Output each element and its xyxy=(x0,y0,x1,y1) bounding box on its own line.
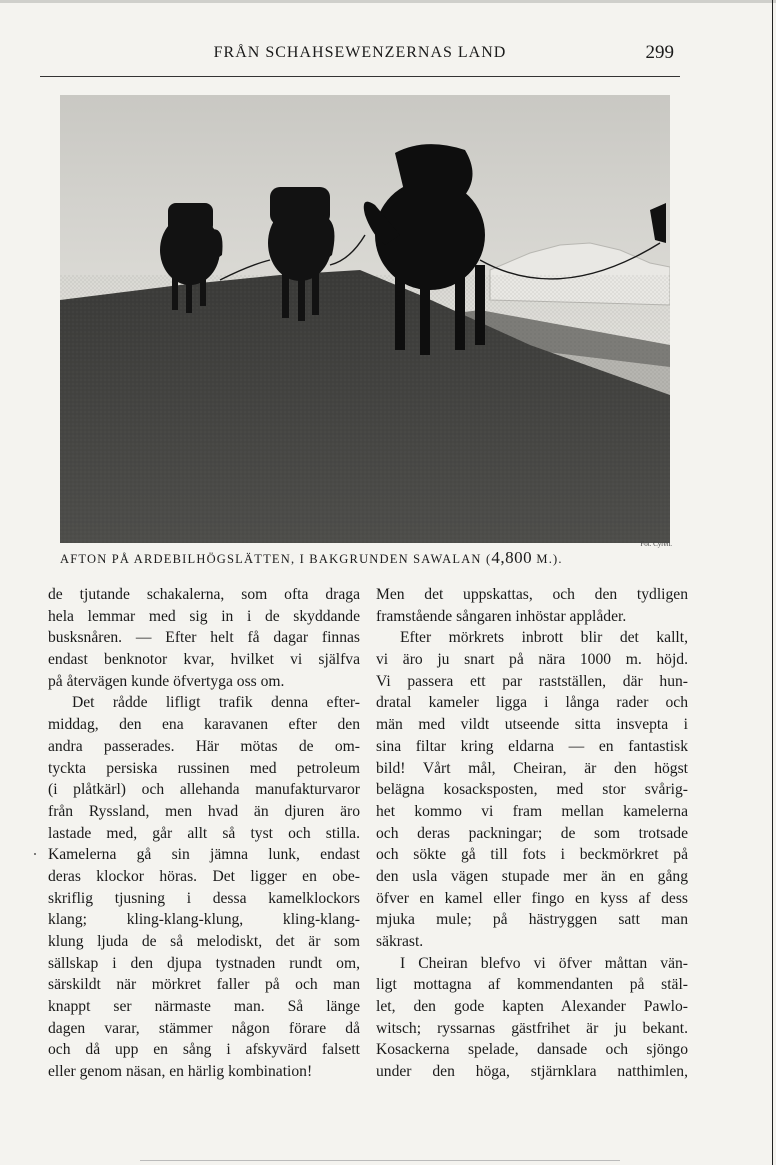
text-line: Men det uppskattas, och den tydligen xyxy=(376,586,688,603)
text-line: mjuka mule; på hästryggen satt man xyxy=(376,911,688,929)
text-line: Kamelerna gå sin jämna lunk, endast xyxy=(48,846,360,864)
text-line: sina filtar kring eldarna — en fantastisk xyxy=(376,737,688,755)
text-line: belägna kosacksposten, med stor svårig- xyxy=(376,781,688,799)
text-line: och sökte gå till fots i beckmörkret på xyxy=(376,846,688,864)
text-line: busksnåren. — Efter helt få dagar finnas xyxy=(48,629,360,647)
text-line: sällskap i den djupa tystnaden rundt om, xyxy=(48,954,360,972)
text-line: andra passerades. Här mötas de om- xyxy=(48,737,360,755)
text-line: klang; kling-klang-klung, kling-klang- xyxy=(48,911,360,929)
text-line: särskildt när mörkret faller på och man xyxy=(48,976,360,994)
text-line: och då upp en sång i afskyvärd falsett xyxy=(48,1041,360,1059)
text-line: under den höga, stjärnklara natthimlen, xyxy=(376,1063,688,1081)
text-line: middag, den ena karavanen efter den xyxy=(48,716,360,734)
caravan-photo-drawing xyxy=(60,95,670,543)
scan-edge-bottom xyxy=(140,1160,620,1161)
text-line: het kommo vi fram mellan kamelerna xyxy=(376,802,688,820)
right-text-column xyxy=(376,584,688,1083)
page-number: 299 xyxy=(645,42,674,63)
running-title: FRÅN SCHAHSEWENZERNAS LAND xyxy=(213,44,507,61)
text-line: dratal kameler ligga i långa rader och xyxy=(376,694,688,712)
text-line: framstående sångaren inhöstar applåder. xyxy=(376,607,627,625)
text-line: witsch; ryssarnas gästfrihet är ju bekant. xyxy=(376,1019,688,1037)
page-edge-right xyxy=(772,0,773,1165)
caption-unit: M.). xyxy=(532,552,563,566)
caption-text: AFTON PÅ ARDEBILHÖGSLÄTTEN, I BAKGRUNDEN SAWALAN ( xyxy=(60,552,492,566)
caption-elevation: 4,800 xyxy=(491,548,533,567)
text-line: och deras packningar; de som trotsade xyxy=(376,824,688,842)
caravan-photograph xyxy=(60,95,670,543)
text-line: let, den gode kapten Alexander Pawlo- xyxy=(376,998,688,1016)
text-line: Efter mörkrets inbrott blir det kallt, xyxy=(400,629,688,647)
text-line: Kosackerna spelade, dansade och sjöngo xyxy=(376,1041,688,1059)
text-line: knappt ser närmaste man. Så länge xyxy=(48,998,360,1016)
text-line: skriflig tjusning i dessa kamelklockors xyxy=(48,889,360,907)
text-line: de tjutande schakalerna, som ofta draga xyxy=(48,586,360,603)
text-line: hela lemmar med sig in i de skyddande xyxy=(48,607,360,625)
text-line: (i plåtkärl) och allehanda manufakturvaror xyxy=(48,781,360,799)
text-line: säkrast. xyxy=(376,933,424,950)
margin-speck xyxy=(34,853,36,855)
ground-texture xyxy=(60,275,670,543)
text-line: I Cheiran blefvo vi öfver måttan vän- xyxy=(400,954,688,972)
text-line: vi äro ju snart på nära 1000 m. höjd. xyxy=(376,651,688,669)
text-line: dagen varar, stämmer någon förare då xyxy=(48,1019,360,1037)
text-line: klung ljuda de så melodiskt, det är som xyxy=(48,933,360,950)
text-line: eller genom näsan, en härlig kombination! xyxy=(48,1063,313,1081)
text-line: öfver en kamel eller fingo en kyss af dess xyxy=(376,889,688,907)
text-line: på återvägen kunde öfvertyga oss om. xyxy=(48,672,285,690)
text-line: lastade med, går allt så tyst och stilla. xyxy=(48,824,360,842)
text-line: endast benknotor kvar, hvilket vi själfva xyxy=(48,651,360,669)
text-line: tyckta persiska russinen med petroleum xyxy=(48,759,360,777)
left-text-column xyxy=(48,584,360,1083)
text-line: Det rådde lifligt trafik denna efter- xyxy=(72,694,360,712)
page-edge-top xyxy=(0,0,776,3)
text-line: Vi passera ett par rastställen, där hun- xyxy=(376,672,688,690)
photo-credit: Fot. Cyrén. xyxy=(640,540,672,548)
text-line: från Ryssland, men hvad än djuren äro xyxy=(48,802,360,820)
figure-caption xyxy=(60,548,700,568)
text-line: deras klockor höras. Det ligger en obe- xyxy=(48,867,360,885)
text-line: bild! Vårt mål, Cheiran, är den högst xyxy=(376,759,688,777)
text-line: den usla vägen stupade mer än en gång xyxy=(376,867,688,885)
text-line: män med vildt utseende sitta insvepta i xyxy=(376,716,688,734)
running-head xyxy=(40,42,680,77)
text-line: ligt mottagna af kommendanten på stäl- xyxy=(376,976,688,994)
